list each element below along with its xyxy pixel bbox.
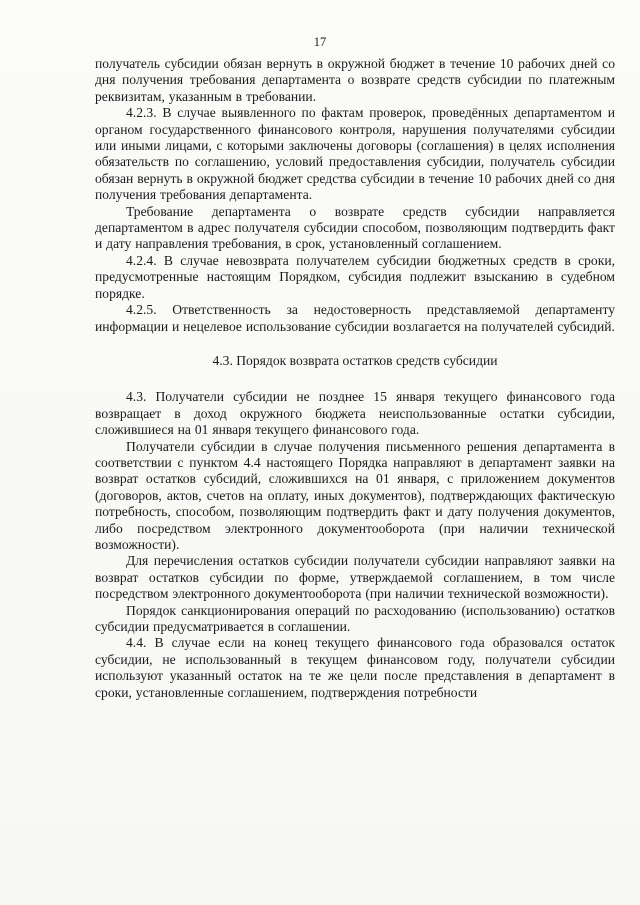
document-body	[95, 56, 615, 701]
paragraph: 4.2.4. В случае невозврата получателем субсидии бюджетных средств в сроки, предусмотренные настоящим Порядком, субсидия подлежит взысканию в судебном порядке.	[95, 252, 615, 301]
paragraph: 4.3. Получатели субсидии не позднее 15 января текущего финансового года возвращает в доход окружного бюджета неиспользованные остатки субсидии, сложившиеся на 01 января текущего финансового года.	[95, 389, 615, 438]
paragraph: 4.4. В случае если на конец текущего финансового года образовался остаток субсидии, не использованный в текущем финансовом году, получатели субсидии используют указанный остаток на те же цели после представления в департамент в сроки, установленные соглашением, подтверждения потребности	[95, 635, 615, 700]
paragraphs-before-section	[95, 56, 615, 335]
page-number: 17	[313, 35, 327, 49]
paragraphs-after-section	[95, 389, 615, 701]
paragraph: Порядок санкционирования операций по расходованию (использованию) остатков субсидии предусматривается в соглашении.	[95, 602, 615, 634]
paragraph: Требование департамента о возврате средств субсидии направляется департаментом в адрес получателя субсидии способом, позволяющим подтвердить факт и дату направления требования, в срок, установленный соглашением.	[95, 203, 615, 252]
paragraph: получатель субсидии обязан вернуть в окружной бюджет в течение 10 рабочих дней со дня получения требования департамента о возврате средств субсидии по платежным реквизитам, указанным в требовании.	[95, 56, 615, 104]
paragraph: Для перечисления остатков субсидии получатели субсидии направляют заявки на возврат остатков субсидии по форме, утверждаемой соглашением, в том числе посредством электронного документооборота (при наличии технической возможности).	[95, 553, 615, 602]
section-title: 4.3. Порядок возврата остатков средств субсидии	[212, 352, 498, 368]
paragraph: 4.2.3. В случае выявленного по фактам проверок, проведённых департаментом и органом государственного финансового контроля, нарушения получателями субсидии или иными лицами, с которыми заключены договоры (соглашения) в целях исполнения обязательств по соглашению, условий предоставления субсидии, получатель субсидии обязан вернуть в окружной бюджет средства субсидии в течение 10 рабочих дней со дня получения требования департамента.	[95, 105, 615, 203]
paragraph: Получатели субсидии в случае получения письменного решения департамента в соответствии с пунктом 4.4 настоящего Порядка направляют в департамент заявки на возврат остатков субсидий, сложившихся на 01 января, с приложением документов (договоров, актов, счетов на оплату, иных документов), подтверждающих фактическую потребность, способом, позволяющим подтвердить факт и дату получения документов, либо посредством электронного документооборота (при наличии технической возможности).	[95, 438, 615, 552]
paragraph: 4.2.5. Ответственность за недостоверность представляемой департаменту информации и нецелевое использование субсидии возлагается на получателей субсидий.	[95, 302, 615, 334]
